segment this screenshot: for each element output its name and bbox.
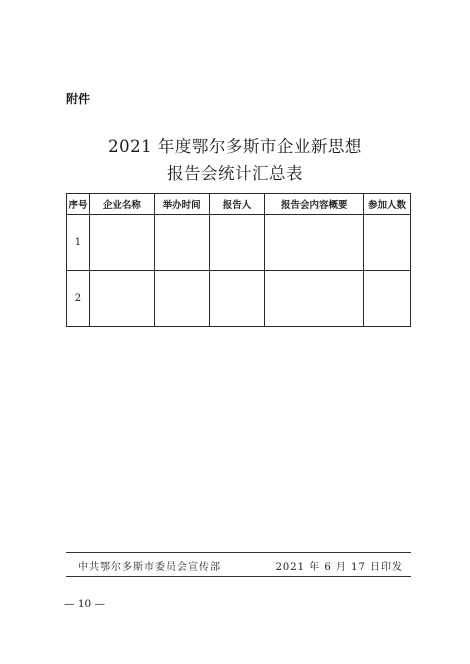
column-header-attendees: 参加人数 xyxy=(364,194,411,215)
column-header-time: 举办时间 xyxy=(154,194,209,215)
table-cell-company xyxy=(89,271,154,327)
table-row xyxy=(67,215,411,271)
attachment-label: 附件 xyxy=(66,92,91,106)
table-cell-index: 2 xyxy=(67,271,90,327)
table-cell-index: 1 xyxy=(67,215,90,271)
document-title-line-1: 2021 年度鄂尔多斯市企业新思想 xyxy=(108,137,362,156)
table-cell-attendees xyxy=(364,215,411,271)
footer-date: 2021 年 6 月 17 日印发 xyxy=(275,562,403,573)
footer-issuer: 中共鄂尔多斯市委员会宣传部 xyxy=(78,562,221,573)
column-header-company: 企业名称 xyxy=(89,194,154,215)
table-cell-summary xyxy=(265,215,364,271)
column-header-summary: 报告会内容概要 xyxy=(265,194,364,215)
table-cell-company xyxy=(89,215,154,271)
page-number: — 10 — xyxy=(64,598,106,610)
table-cell-summary xyxy=(265,271,364,327)
table-cell-reporter xyxy=(209,271,265,327)
footer-divider-bottom xyxy=(66,576,411,577)
table-cell-time xyxy=(154,271,209,327)
table-cell-attendees xyxy=(364,271,411,327)
table-header-row xyxy=(67,194,411,215)
table-row xyxy=(67,271,411,327)
column-header-reporter: 报告人 xyxy=(209,194,265,215)
column-header-index: 序号 xyxy=(67,194,90,215)
table-cell-time xyxy=(154,215,209,271)
footer-divider-top xyxy=(66,552,411,553)
summary-table xyxy=(66,193,411,327)
document-title-line-2: 报告会统计汇总表 xyxy=(167,164,303,183)
table-cell-reporter xyxy=(209,215,265,271)
